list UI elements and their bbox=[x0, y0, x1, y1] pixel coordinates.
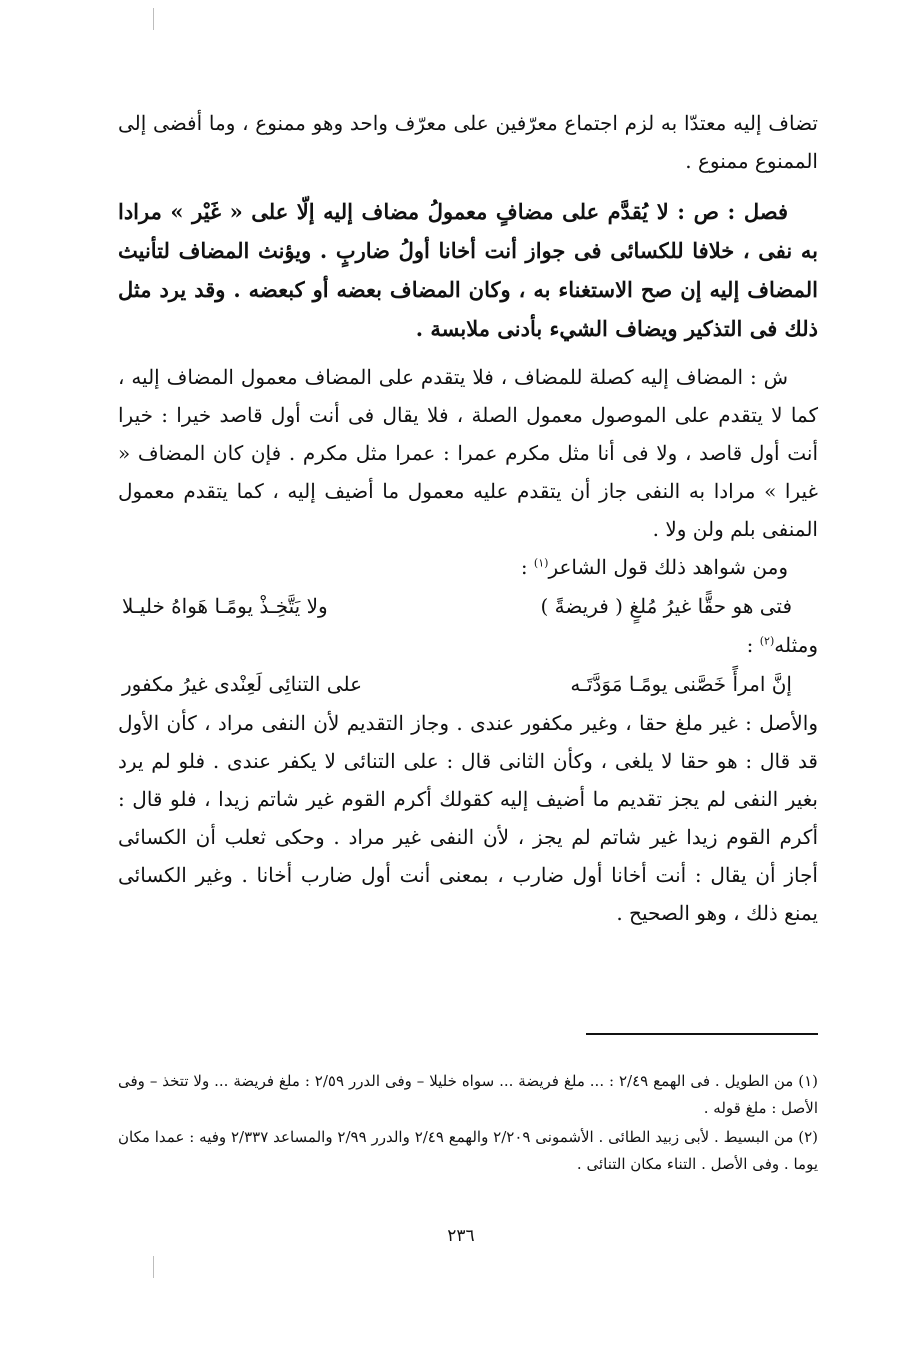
example-intro-end: : bbox=[746, 633, 760, 657]
footnote-ref-2: (٢) bbox=[759, 634, 775, 648]
verse-1-first-hemistich: فتى هو حقًّا غيرُ مُلغٍ ( فريضةً ) bbox=[540, 594, 792, 618]
footnote-ref-1: (١) bbox=[533, 556, 549, 570]
rule-label: فصل : ص : bbox=[677, 199, 788, 224]
verse-2 bbox=[118, 664, 818, 704]
scan-edge-mark-bottom bbox=[153, 1256, 154, 1278]
verse-1-second-hemistich: ولا يَتَّخِـذْ يومًـا هَواهُ خليـلا bbox=[122, 594, 328, 618]
witness-intro bbox=[118, 548, 818, 586]
witness-intro-end: : bbox=[520, 555, 534, 579]
footnote-divider bbox=[586, 1033, 818, 1035]
verse-1 bbox=[118, 586, 818, 626]
rule-text: لا يُقدَّم على مضافٍ معمولُ مضاف إليه إلّا على « غَيْر » مرادا به نفى ، خلافا للكسائى فى جواز أنت أخانا أولُ ضاربٍ . ويؤنث المضاف لتأنيث المضاف إليه إن صح الاستغناء به ، وكان المضاف بعضه أو كبعضه . وقد يرد مثل ذلك فى التذكير ويضاف الشيء بأدنى ملابسة . bbox=[118, 199, 818, 341]
verse-2-first-hemistich: إنَّ امرأً خَصَّنى يومًـا مَوَدَّتَـه bbox=[570, 672, 792, 696]
example-intro-text: ومثله bbox=[774, 633, 818, 657]
footnote-2: (٢) من البسيط . لأبى زبيد الطائى . الأشمونى ٢/٢٠٩ والهمع ٢/٤٩ والدرر ٢/٩٩ والمساعد ٢/٣٣٧ وفيه : عمدا مكان يوما . وفى الأصل . التناء مكان التنائى . bbox=[118, 1128, 818, 1173]
witness-intro-text: ومن شواهد ذلك قول الشاعر bbox=[548, 555, 788, 579]
footnotes bbox=[118, 1068, 818, 1180]
rule-paragraph bbox=[118, 192, 818, 348]
page-number: ٢٣٦ bbox=[447, 1226, 475, 1246]
explanation-paragraph: والأصل : غير ملغ حقا ، وغير مكفور عندى . وجاز التقديم لأن النفى مراد ، كأن الأول قد قال : هو حقا لا يلغى ، وكأن الثانى قال : على التنائى لا يكفر عندى . فلو لم يرد بغير النفى لم يجز تقديم ما أضيف إليه كقولك أكرم القوم غير شاتم زيدا ، فلو قال : أكرم القوم زيدا غير شاتم لم يجز ، لأن النفى غير مراد . وحكى ثعلب أن الكسائى أجاز أن يقال : أنت أخانا أول ضارب ، بمعنى أنت أول ضارب أخانا . وغير الكسائى يمنع ذلك ، وهو الصحيح . bbox=[118, 711, 818, 925]
example-intro bbox=[118, 626, 818, 664]
page-body bbox=[118, 104, 818, 932]
footnote-1: (١) من الطويل . فى الهمع ٢/٤٩ : ... ملغ فريضة ... سواه خليلا – وفى الدرر ٢/٥٩ : ملغ فريضة ... ولا تتخذ – وفى الأصل : ملغ قوله . bbox=[118, 1072, 818, 1117]
intro-paragraph: تضاف إليه معتدّا به لزم اجتماع معرّفين على معرّف واحد وهو ممنوع ، وما أفضى إلى الممنوع ممنوع . bbox=[118, 111, 818, 173]
verse-2-second-hemistich: على التنائِى لَعِنْدى غيرُ مكفور bbox=[122, 672, 363, 696]
scan-edge-mark-top bbox=[153, 8, 154, 30]
commentary-paragraph: ش : المضاف إليه كصلة للمضاف ، فلا يتقدم على المضاف معمول المضاف إليه ، كما لا يتقدم على الموصول معمول الصلة ، فلا يقال فى أنت أول قاصد خيرا : خيرا أنت أول قاصد ، ولا فى أنا مثل مكرم عمرا : عمرا مثل مكرم . فإن كان المضاف « غيرا » مرادا به النفى جاز أن يتقدم عليه معمول ما أضيف إليه ، كما يتقدم معمول المنفى بلم ولن ولا . bbox=[118, 365, 818, 541]
